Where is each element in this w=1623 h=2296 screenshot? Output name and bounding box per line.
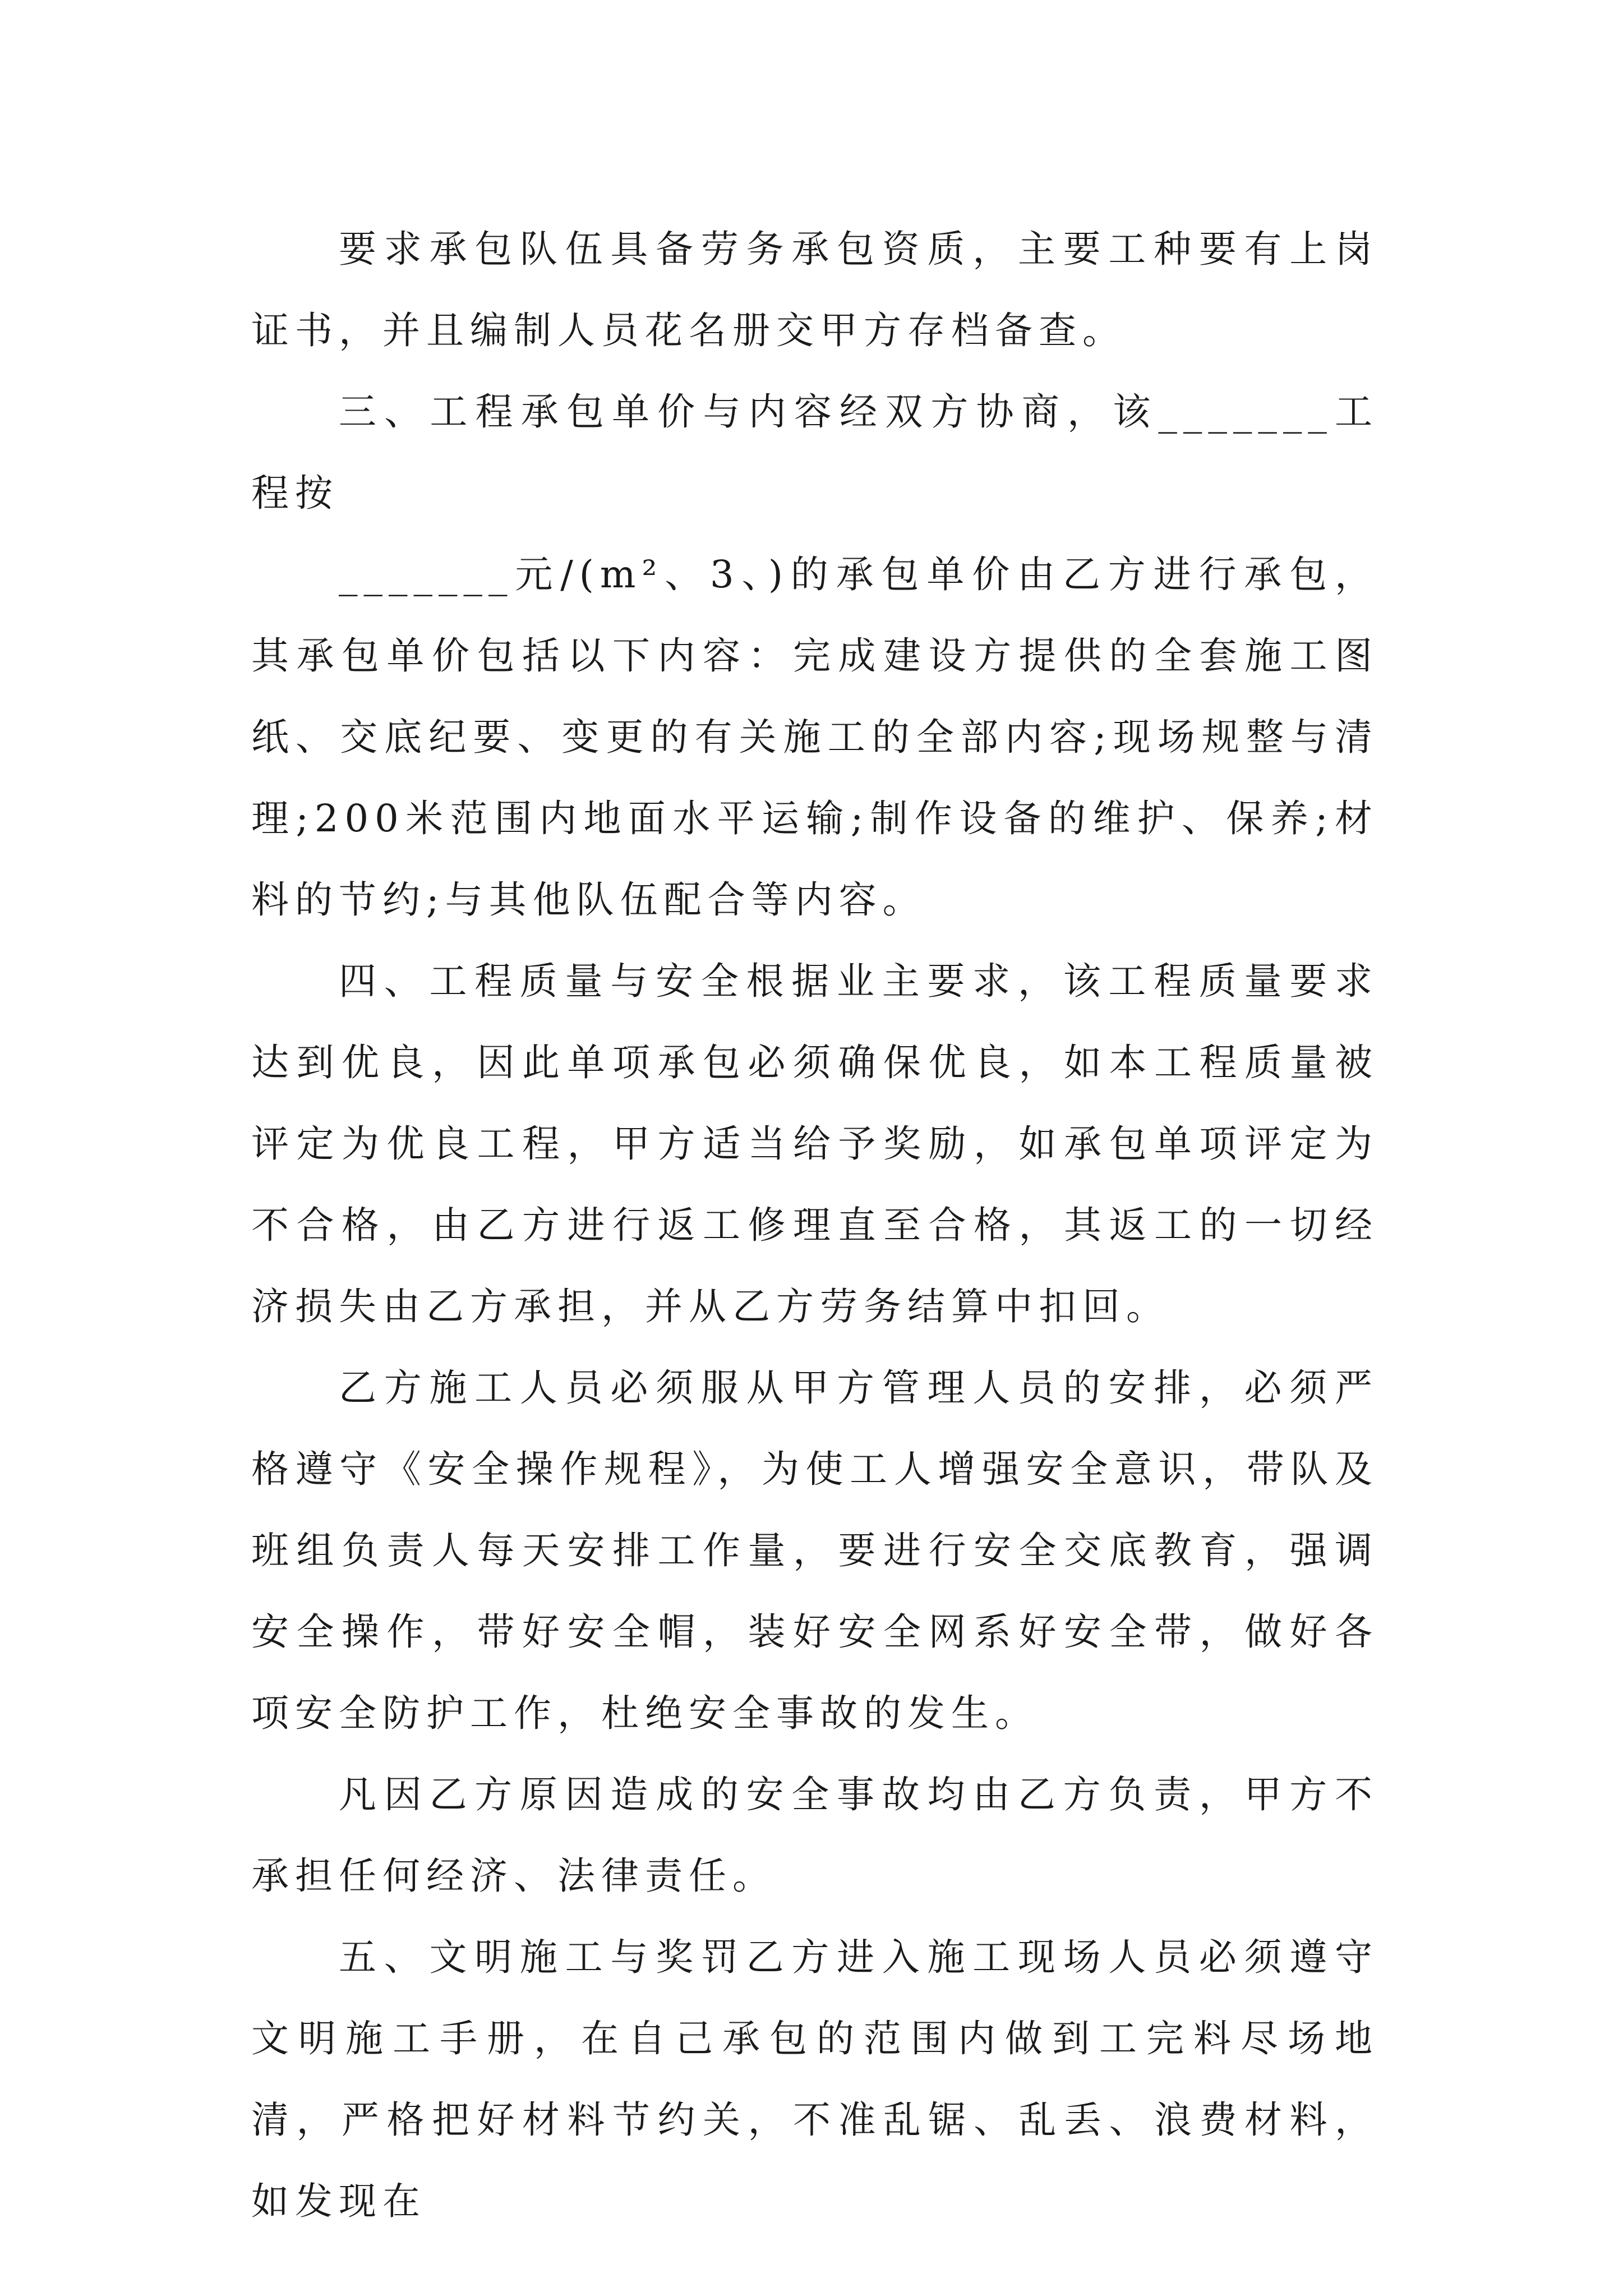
- paragraph-safety-rules: 乙方施工人员必须服从甲方管理人员的安排，必须严格遵守《安全操作规程》，为使工人增强安全意识，带队及班组负责人每天安排工作量，要进行安全交底教育，强调安全操作，带好安全帽，装好安全网系好安全带，做好各项安全防护工作，杜绝安全事故的发生。: [251, 1366, 1378, 1735]
- document-body: [251, 209, 1378, 2242]
- paragraph-section-5-civilized: 五、文明施工与奖罚乙方进入施工现场人员必须遵守文明施工手册，在自己承包的范围内做到工完料尽场地清，严格把好材料节约关，不准乱锯、乱丢、浪费材料，如发现在: [251, 1935, 1378, 2223]
- paragraph-section-4-quality: 四、工程质量与安全根据业主要求，该工程质量要求达到优良，因此单项承包必须确保优良，如本工程质量被评定为优良工程，甲方适当给予奖励，如承包单项评定为不合格，由乙方进行返工修理直至合格，其返工的一切经济损失由乙方承担，并从乙方劳务结算中扣回。: [251, 959, 1378, 1328]
- paragraph-safety-liability: 凡因乙方原因造成的安全事故均由乙方负责，甲方不承担任何经济、法律责任。: [251, 1773, 1378, 1898]
- paragraph-unit-price: _______元/(m²、3、)的承包单价由乙方进行承包，其承包单价包括以下内容：完成建设方提供的全套施工图纸、交底纪要、变更的有关施工的全部内容;现场规整与清理;200米范围内地面水平运输;制作设备的维护、保养;材料的节约;与其他队伍配合等内容。: [251, 553, 1378, 922]
- paragraph-qualification: 要求承包队伍具备劳务承包资质，主要工种要有上岗证书，并且编制人员花名册交甲方存档备查。: [251, 227, 1378, 352]
- paragraph-section-3-heading: 三、工程承包单价与内容经双方协商，该_______工程按: [251, 390, 1378, 515]
